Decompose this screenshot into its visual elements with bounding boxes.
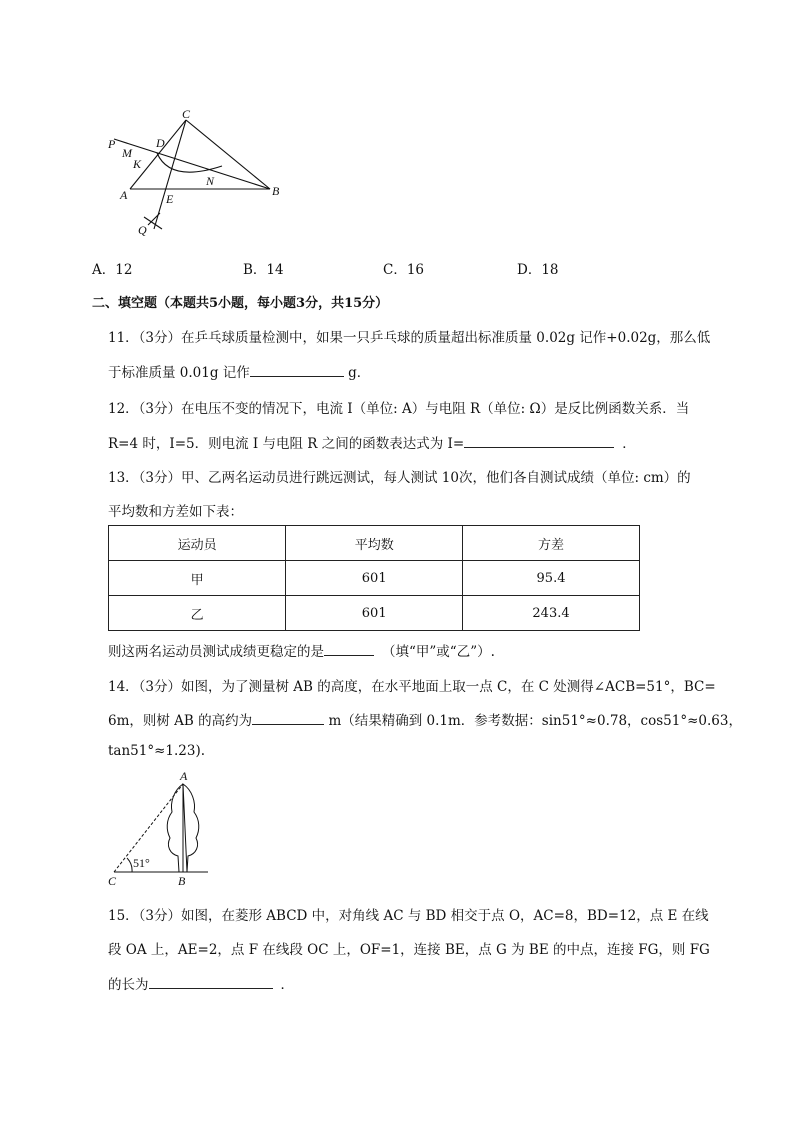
option-d: D．18 xyxy=(517,262,559,278)
q12-answer-blank[interactable] xyxy=(464,435,614,448)
table-cell: 甲 xyxy=(109,561,286,596)
q11-answer-blank[interactable] xyxy=(250,364,344,377)
table-cell: 601 xyxy=(286,596,463,631)
q14-line2: 6m，则树 AB 的高约为 m（结果精确到 0.1m．参考数据：sin51°≈0.78，cos51°≈0.63， xyxy=(108,713,742,729)
q13-line1: 13．（3分）甲、乙两名运动员进行跳远测试，每人测试 10次，他们各自测试成绩（单位: cm）的 xyxy=(108,470,691,486)
q15-answer-blank[interactable] xyxy=(149,976,273,989)
q13-line2: 平均数和方差如下表： xyxy=(108,504,243,520)
q14-line3: tan51°≈1.23). xyxy=(108,743,206,759)
q11-line1: 11．（3分）在乒乓球质量检测中，如果一只乒乓球的质量超出标准质量 0.02g 记作+0.02g，那么低 xyxy=(108,330,711,346)
label-B: B xyxy=(178,874,186,888)
q14-answer-blank[interactable] xyxy=(252,712,324,725)
table-header-row xyxy=(109,526,640,561)
q11-line2: 于标准质量 0.01g 记作 g． xyxy=(108,365,371,381)
label-N: N xyxy=(206,174,215,188)
angle-arc xyxy=(127,858,132,872)
label-C: C xyxy=(182,107,191,121)
q12-line2: R=4 时，I=5．则电流 I 与电阻 R 之间的函数表达式为 I= ． xyxy=(108,436,636,452)
tree-height-figure xyxy=(100,768,220,890)
q15-line3: 的长为 ． xyxy=(108,977,294,993)
arc-marks-Q xyxy=(144,213,162,229)
table-cell: 601 xyxy=(286,561,463,596)
option-a: A．12 xyxy=(92,262,133,278)
option-c: C．16 xyxy=(383,262,425,278)
table-row xyxy=(109,596,640,631)
label-B: B xyxy=(272,184,280,198)
label-C: C xyxy=(108,874,117,888)
angle-label: 51° xyxy=(133,856,150,870)
q15-line2: 段 OA 上，AE=2，点 F 在线段 OC 上，OF=1，连接 BE，点 G 为 BE 的中点，连接 FG，则 FG xyxy=(108,942,710,958)
q14-line1: 14．（3分）如图，为了测量树 AB 的高度，在水平地面上取一点 C，在 C 处测得∠ACB=51°，BC= xyxy=(108,679,716,695)
label-A: A xyxy=(180,769,188,783)
q13-line3: 则这两名运动员测试成绩更稳定的是 （填“甲”或“乙”）. xyxy=(108,644,495,660)
label-Q: Q xyxy=(138,223,147,237)
table-header: 平均数 xyxy=(286,526,463,561)
side-CB xyxy=(186,120,270,189)
table-header: 方差 xyxy=(463,526,640,561)
option-b: B．14 xyxy=(243,262,284,278)
table-cell: 243.4 xyxy=(463,596,640,631)
table-row xyxy=(109,561,640,596)
label-E: E xyxy=(166,192,174,206)
label-P: P xyxy=(108,137,116,151)
table-header: 运动员 xyxy=(109,526,286,561)
q13-answer-blank[interactable] xyxy=(324,643,374,656)
label-D: D xyxy=(156,136,165,150)
label-K: K xyxy=(133,157,142,171)
section-title: 二、填空题（本题共5小题，每小题3分，共15分） xyxy=(92,296,389,311)
triangle-construction-figure xyxy=(100,105,300,245)
q12-line1: 12．（3分）在电压不变的情况下，电流 I（单位: A）与电阻 R（单位: Ω）是反比例函数关系．当 xyxy=(108,401,690,417)
table-cell: 乙 xyxy=(109,596,286,631)
label-A: A xyxy=(120,188,128,202)
stats-table xyxy=(108,525,640,631)
q15-line1: 15．（3分）如图，在菱形 ABCD 中，对角线 AC 与 BD 相交于点 O，AC=8，BD=12，点 E 在线 xyxy=(108,908,709,924)
table-cell: 95.4 xyxy=(463,561,640,596)
label-M: M xyxy=(122,146,132,160)
